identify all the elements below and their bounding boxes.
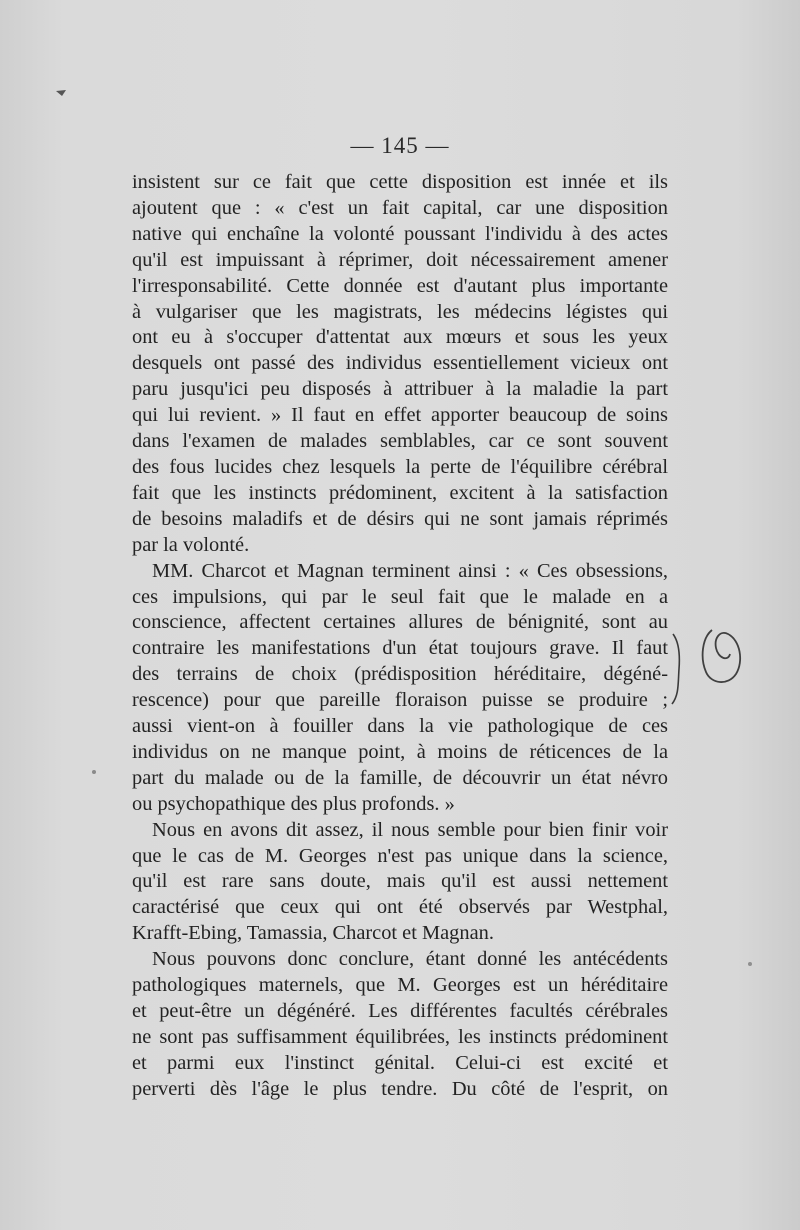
ink-speck-mark [92,770,96,774]
text-line: par la volonté. [132,533,250,556]
text-line: conscience, affectent certaines allures de bénignité, sont au [132,611,668,634]
page-number: — 145 — [350,133,450,158]
paragraph-2 [132,559,668,818]
text-line: ou psychopathique des plus profonds. » [132,792,455,815]
margin-bracket-mark [670,632,684,706]
text-line: et peut-être un dégénéré. Les différentes facultés cérébrales [132,1000,668,1022]
text-line: Nous pouvons donc conclure, étant donné les antécédents [152,948,668,971]
text-line: de besoins maladifs et de désirs qui ne sont jamais réprimés [132,507,668,530]
text-line: desquels ont passé des individus essentiellement vicieux ont [132,352,668,375]
paragraph-4 [132,947,668,1102]
text-line: qu'il est rare sans doute, mais qu'il est aussi nettement [132,870,668,893]
ink-speck-mark [56,90,66,96]
text-line: ont eu à s'occuper d'attentat aux mœurs et sous les yeux [132,326,668,349]
text-line: caractérisé que ceux qui ont été observés par Westphal, [132,896,668,919]
text-line: perverti dès l'âge le plus tendre. Du côté de l'esprit, on [132,1077,668,1100]
text-line: ces impulsions, qui par le seul fait que le malade en a [132,585,668,608]
text-line: insistent sur ce fait que cette disposition est innée et ils [132,171,668,193]
text-line: des terrains de choix (prédisposition héréditaire, dégéné- [132,663,668,686]
paragraph-1 [132,170,668,559]
text-line: pathologiques maternels, que M. Georges est un héréditaire [132,974,668,997]
text-line: MM. Charcot et Magnan terminent ainsi : « Ces obsessions, [152,559,668,582]
text-line: individus on ne manque point, à moins de réticences de la [132,740,668,763]
text-line: ne sont pas suffisamment équilibrées, les instincts prédominent [132,1025,668,1048]
text-line: l'irresponsabilité. Cette donnée est d'autant plus importante [132,274,668,297]
text-line: contraire les manifestations d'un état toujours grave. Il faut [132,637,668,660]
text-line: part du malade ou de la famille, de découvrir un état névro [132,766,668,789]
text-line: dans l'examen de malades semblables, car ce sont souvent [132,430,668,453]
text-line: native qui enchaîne la volonté poussant l'individu à des actes [132,222,668,245]
text-line: paru jusqu'ici peu disposés à attribuer à la maladie la part [132,378,668,401]
text-line: qui lui revient. » Il faut en effet apporter beaucoup de soins [132,404,668,427]
text-line: fait que les instincts prédominent, excitent à la satisfaction [132,481,668,504]
body-text [132,170,668,1103]
margin-annotation-mark [698,628,744,688]
text-line: des fous lucides chez lesquels la perte de l'équilibre cérébral [132,455,668,478]
text-line: qu'il est impuissant à réprimer, doit nécessairement amener [132,248,668,271]
text-line: Nous en avons dit assez, il nous semble pour bien finir voir [152,818,668,841]
ink-speck-mark [748,962,752,966]
text-line: que le cas de M. Georges n'est pas unique dans la science, [132,844,668,867]
text-line: ajoutent que : « c'est un fait capital, car une disposition [132,196,668,219]
text-line: et parmi eux l'instinct génital. Celui-ci est excité et [132,1051,668,1074]
text-line: rescence) pour que pareille floraison puisse se produire ; [132,689,668,712]
text-line: Krafft-Ebing, Tamassia, Charcot et Magnan. [132,922,494,945]
text-line: à vulgariser que les magistrats, les médecins légistes qui [132,300,668,323]
text-line: aussi vient-on à fouiller dans la vie pathologique de ces [132,715,668,738]
paragraph-3 [132,818,668,948]
